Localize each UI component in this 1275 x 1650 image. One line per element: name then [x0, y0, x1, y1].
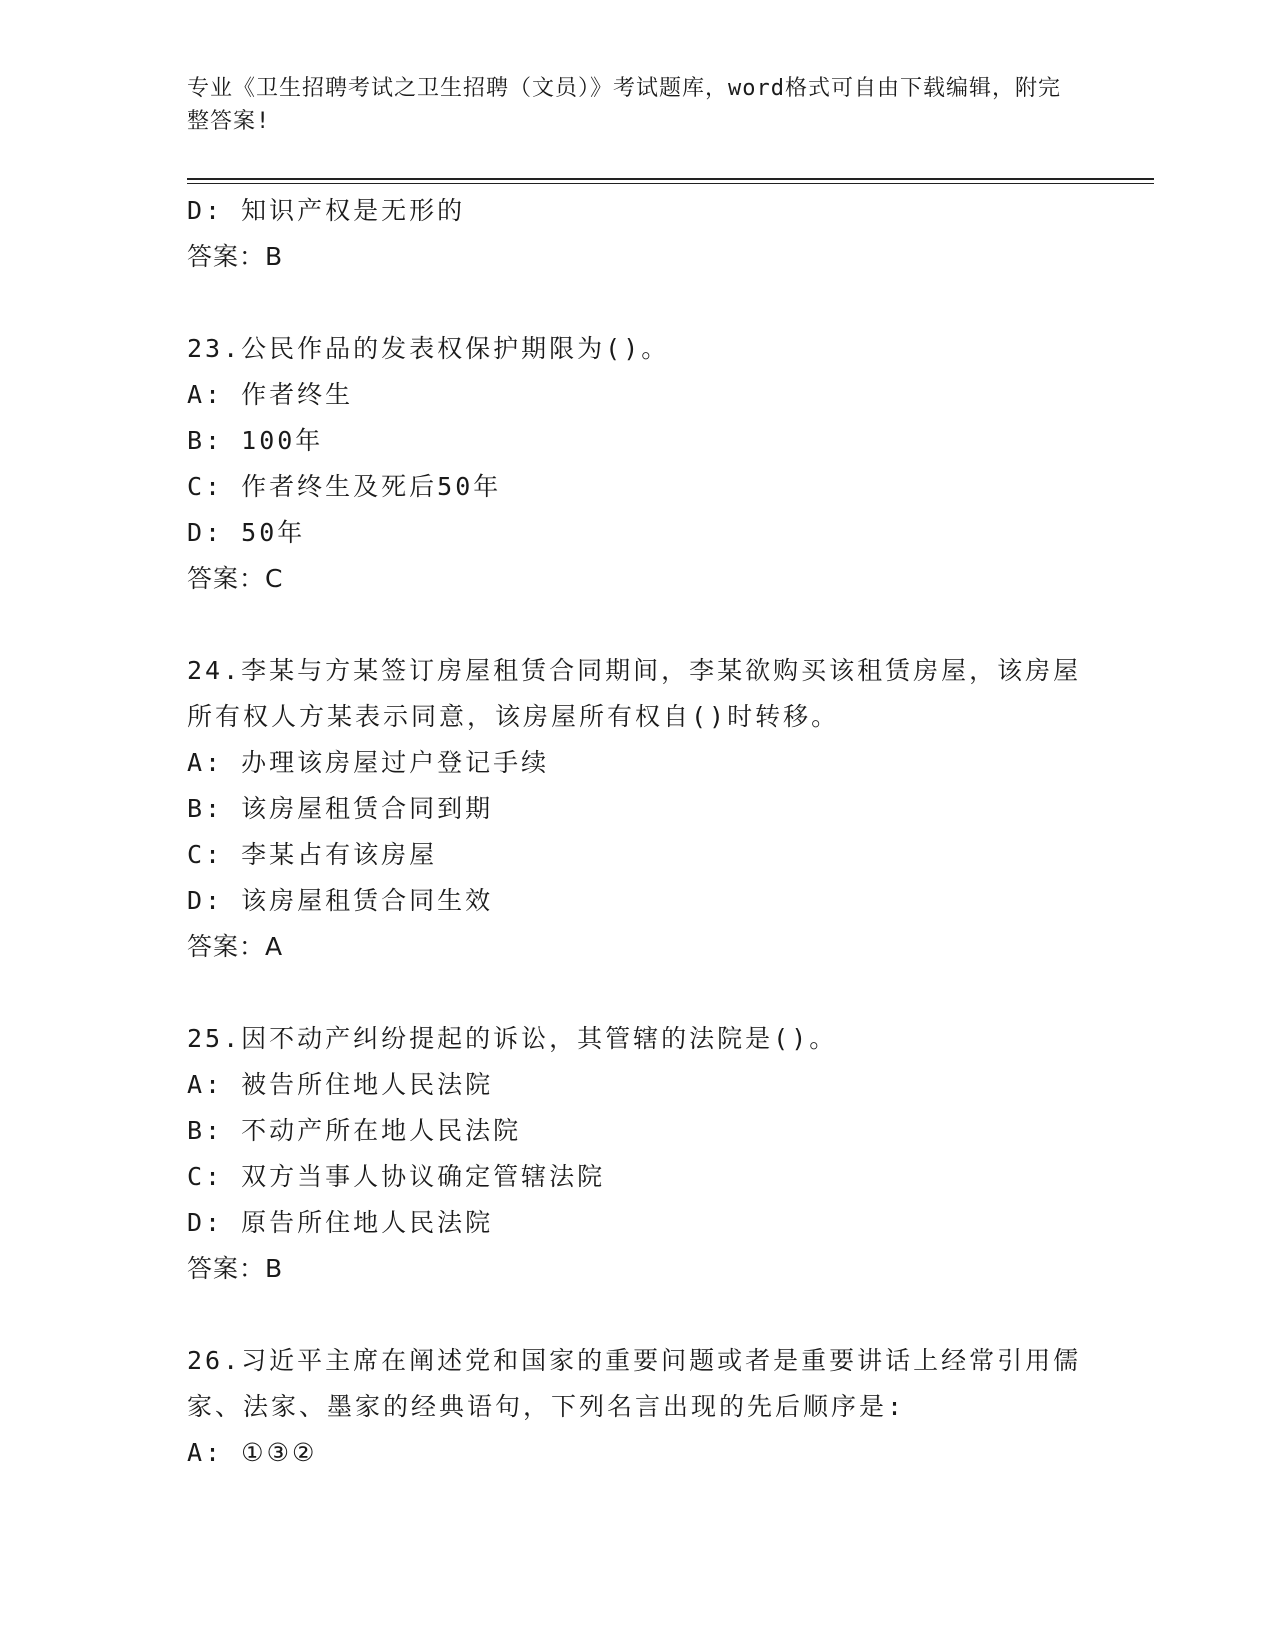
option-d: D: 原告所住地人民法院	[187, 1208, 494, 1237]
question-24	[187, 648, 1087, 970]
option-c: C: 双方当事人协议确定管辖法院	[187, 1162, 606, 1191]
option-d: D: 该房屋租赁合同生效	[187, 886, 494, 915]
option-a: A: 被告所住地人民法院	[187, 1070, 494, 1099]
question-26	[187, 1338, 1087, 1476]
answer-line: 答案：B	[187, 242, 284, 271]
option-d: D: 50年	[187, 518, 306, 547]
option-a: A: ①③②	[187, 1438, 318, 1467]
prev-question	[187, 188, 1087, 280]
answer-line: 答案：A	[187, 932, 284, 961]
answer-line: 答案：C	[187, 564, 284, 593]
option-b: B: 100年	[187, 426, 324, 455]
option-c: C: 李某占有该房屋	[187, 840, 438, 869]
option-d: D: 知识产权是无形的	[187, 196, 466, 225]
question-stem: 26.习近平主席在阐述党和国家的重要问题或者是重要讲话上经常引用儒家、法家、墨家的经典语句，下列名言出现的先后顺序是:	[187, 1346, 1082, 1421]
question-stem: 23.公民作品的发表权保护期限为()。	[187, 334, 670, 363]
question-content	[187, 188, 1087, 1476]
question-23	[187, 326, 1087, 602]
question-stem: 24.李某与方某签订房屋租赁合同期间，李某欲购买该租赁房屋，该房屋所有权人方某表示同意，该房屋所有权自()时转移。	[187, 656, 1082, 731]
question-25	[187, 1016, 1087, 1292]
header-rule-thick	[187, 178, 1154, 180]
document-header: 专业《卫生招聘考试之卫生招聘（文员）》考试题库，word格式可自由下载编辑，附完整答案!	[187, 76, 1061, 134]
header-rule-thin	[187, 183, 1154, 184]
option-c: C: 作者终生及死后50年	[187, 472, 502, 501]
question-stem: 25.因不动产纠纷提起的诉讼，其管辖的法院是()。	[187, 1024, 838, 1053]
option-b: B: 不动产所在地人民法院	[187, 1116, 522, 1145]
option-a: A: 办理该房屋过户登记手续	[187, 748, 550, 777]
option-b: B: 该房屋租赁合同到期	[187, 794, 494, 823]
option-a: A: 作者终生	[187, 380, 354, 409]
answer-line: 答案：B	[187, 1254, 284, 1283]
